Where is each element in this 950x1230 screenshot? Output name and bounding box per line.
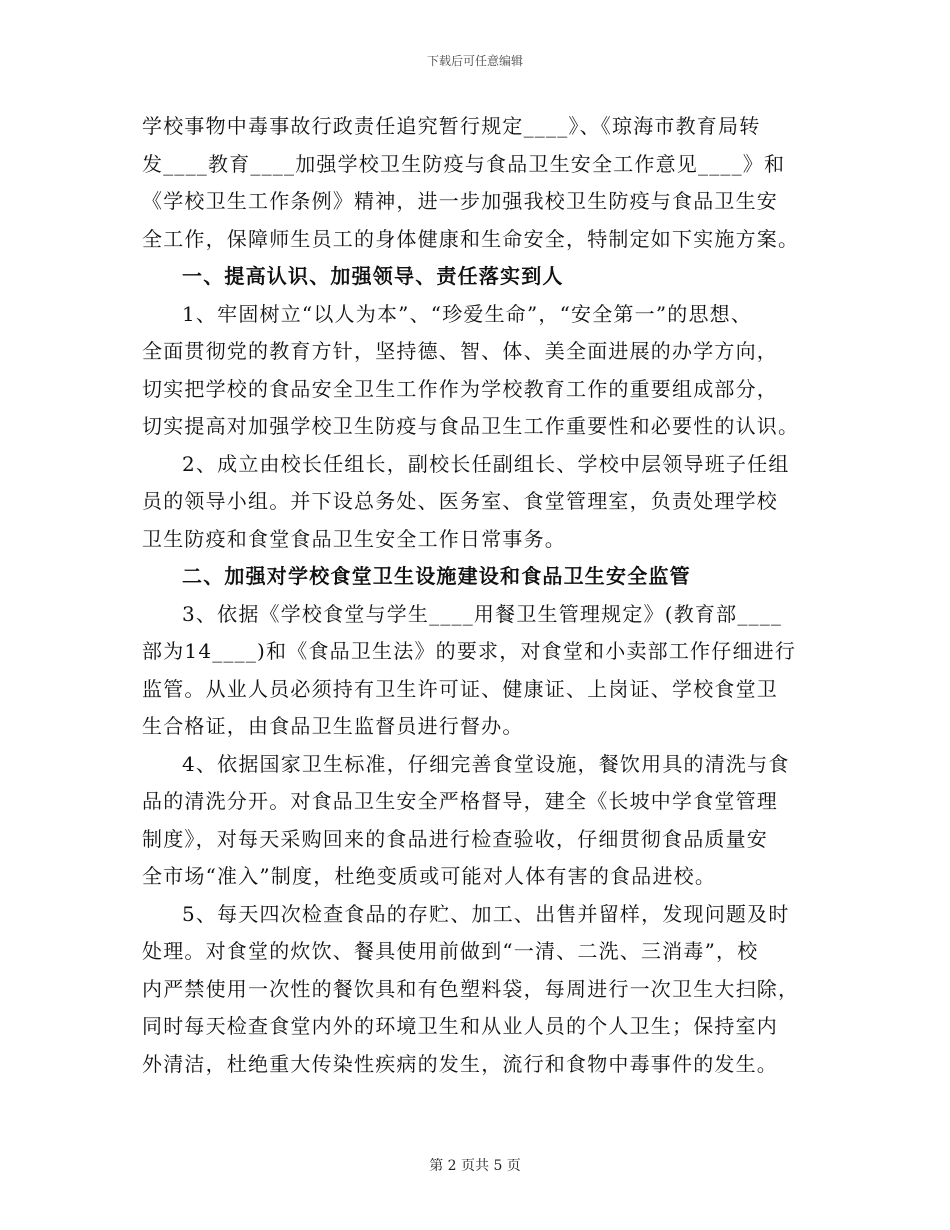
text-line: 员的领导小组。并下设总务处、医务室、食堂管理室，负责处理学校 <box>142 489 778 513</box>
text-line: 全面贯彻党的教育方针，坚持德、智、体、美全面进展的办学方向， <box>142 339 778 363</box>
text-line: 同时每天检查食堂内外的环境卫生和从业人员的个人卫生；保持室内 <box>142 1014 778 1038</box>
document-body <box>142 108 822 1083</box>
text-line: 全工作，保障师生员工的身体健康和生命安全，特制定如下实施方案。 <box>142 226 800 251</box>
text-line: 处理。对食堂的炊饮、餐具使用前做到“一清、二洗、三消毒”，校 <box>142 939 759 963</box>
text-line: 全市场“准入”制度，杜绝变质或可能对人体有害的食品进校。 <box>142 864 717 888</box>
text-line: 品的清洗分开。对食品卫生安全严格督导，建全《长坡中学食堂管理 <box>142 789 778 813</box>
text-line: 切实把学校的食品安全卫生工作作为学校教育工作的重要组成部分， <box>142 376 778 401</box>
text-line: 内严禁使用一次性的餐饮具和有色塑料袋，每周进行一次卫生大扫除， <box>142 976 800 1001</box>
text-line: 2、成立由校长任组长，副校长任副组长、学校中层领导班子任组 <box>182 451 790 476</box>
text-line: 监管。从业人员必须持有卫生许可证、健康证、上岗证、学校食堂卫 <box>142 676 778 701</box>
text-line: 3、依据《学校食堂与学生____用餐卫生管理规定》(教育部____ <box>182 601 783 626</box>
section-heading: 二、加强对学校食堂卫生设施建设和食品卫生安全监管 <box>182 564 691 588</box>
section-heading: 一、提高认识、加强领导、责任落实到人 <box>182 264 564 288</box>
text-line: 4、依据国家卫生标准，仔细完善食堂设施，餐饮用具的清洗与食 <box>182 751 790 776</box>
text-line: 部为14____)和《食品卫生法》的要求，对食堂和小卖部工作仔细进行 <box>142 639 797 663</box>
text-line: 发____教育____加强学校卫生防疫与食品卫生安全工作意见____》和 <box>142 151 786 176</box>
text-line: 制度》，对每天采购回来的食品进行检查验收，仔细贯彻食品质量安 <box>142 826 768 851</box>
text-line: 《学校卫生工作条例》精神，进一步加强我校卫生防疫与食品卫生安 <box>142 189 778 213</box>
text-line: 5、每天四次检查食品的存贮、加工、出售并留样，发现问题及时 <box>182 901 790 926</box>
text-line: 切实提高对加强学校卫生防疫与食品卫生工作重要性和必要性的认识。 <box>142 414 800 438</box>
text-line: 1、牢固树立“以人为本”、“珍爱生命”，“安全第一”的思想、 <box>182 301 753 326</box>
page-footer: 第 2 页共 5 页 <box>429 1158 521 1174</box>
text-line: 生合格证，由食品卫生监督员进行督办。 <box>142 714 524 738</box>
text-line: 外清洁，杜绝重大传染性疾病的发生，流行和食物中毒事件的发生。 <box>142 1051 778 1076</box>
text-line: 卫生防疫和食堂食品卫生安全工作日常事务。 <box>142 526 566 551</box>
page-header: 下载后可任意编辑 <box>426 54 523 68</box>
text-line: 学校事物中毒事故行政责任追究暂行规定____》、《琼海市教育局转 <box>142 114 761 138</box>
